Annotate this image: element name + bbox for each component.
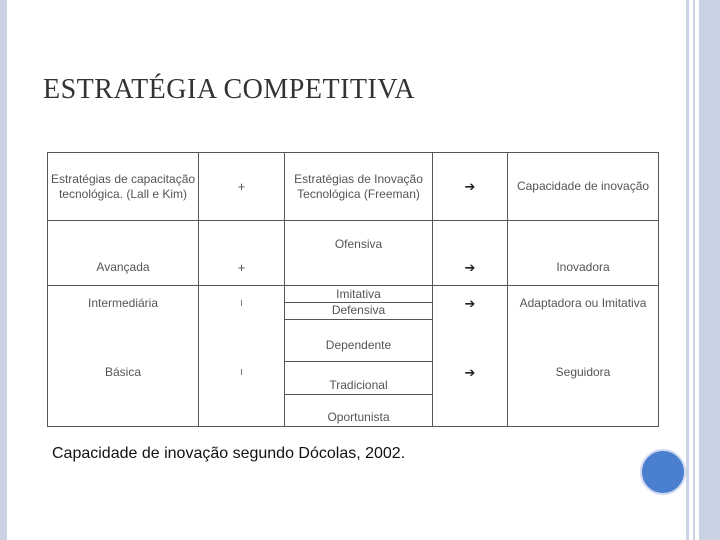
header-plus-sign: +	[199, 153, 285, 221]
cell-defensiva: Defensiva	[285, 303, 433, 320]
cell-avancada-plus: +	[199, 221, 285, 286]
header-estrategias-inovacao: Estratégias de Inovação Tecnológica (Freeman)	[285, 153, 433, 221]
cell-basica-arrow-icon: ➔	[433, 320, 508, 427]
cell-intermediaria-arrow-icon: ➔	[433, 286, 508, 320]
header-capacitacao: Estratégias de capacitação tecnológica. (Lall e Kim)	[48, 153, 199, 221]
table-row-basica-a	[48, 320, 659, 362]
table-row-avancada	[48, 221, 659, 286]
table-header-row	[48, 153, 659, 221]
cell-avancada: Avançada	[48, 221, 199, 286]
right-decorative-bars	[686, 0, 720, 540]
left-decorative-bar	[0, 0, 7, 540]
cell-adaptadora-imitativa: Adaptadora ou Imitativa	[508, 286, 659, 320]
cell-basica-separator: ı	[199, 320, 285, 427]
cell-seguidora: Seguidora	[508, 320, 659, 427]
cell-tradicional: Tradicional	[285, 361, 433, 394]
decorative-circle	[640, 449, 686, 495]
header-capacidade-inovacao: Capacidade de inovação	[508, 153, 659, 221]
cell-ofensiva: Ofensiva	[285, 221, 433, 286]
cell-avancada-arrow-icon: ➔	[433, 221, 508, 286]
cell-intermediaria: Intermediária	[48, 286, 199, 320]
cell-inovadora: Inovadora	[508, 221, 659, 286]
header-arrow-icon: ➔	[433, 153, 508, 221]
slide-title: ESTRATÉGIA COMPETITIVA	[43, 74, 416, 105]
cell-basica: Básica	[48, 320, 199, 427]
table-caption: Capacidade de inovação segundo Dócolas, 2002.	[52, 445, 406, 462]
cell-intermediaria-separator: ı	[199, 286, 285, 320]
cell-imitativa: Imitativa	[285, 286, 433, 303]
cell-dependente: Dependente	[285, 320, 433, 362]
cell-oportunista: Oportunista	[285, 394, 433, 426]
innovation-capacity-table	[47, 152, 658, 427]
table-row-intermediaria-a	[48, 286, 659, 303]
